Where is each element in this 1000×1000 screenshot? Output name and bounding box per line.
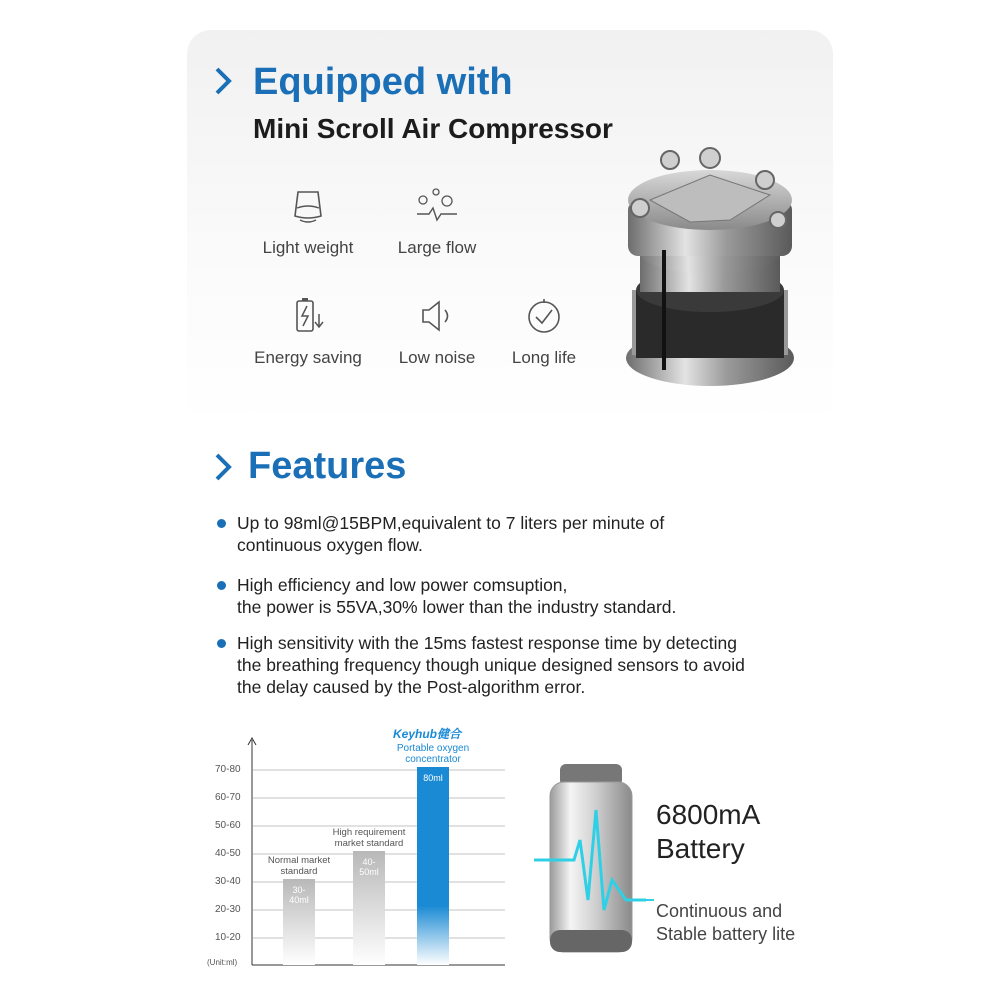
y-tick-label: 70-80 xyxy=(215,764,241,775)
chart-bar xyxy=(417,767,449,965)
chevron-right-icon xyxy=(214,66,232,96)
battery-subtitle xyxy=(656,900,795,946)
speaker-icon xyxy=(417,296,457,336)
y-tick-label: 10-20 xyxy=(215,932,241,943)
bar-caption-line: standard xyxy=(280,865,318,877)
feature-long-life xyxy=(484,296,604,368)
battery-energy-icon xyxy=(288,296,328,336)
list-item xyxy=(217,632,857,698)
list-item xyxy=(217,512,857,556)
battery-subtitle-line: Stable battery lite xyxy=(656,924,796,944)
section-subtitle-compressor: Mini Scroll Air Compressor xyxy=(253,113,613,144)
bullet-line: the power is 55VA,30% lower than the industry standard. xyxy=(237,597,677,617)
feature-label: Light weight xyxy=(262,238,354,257)
weight-icon xyxy=(288,186,328,226)
bullet-line: High efficiency and low power comsuption, xyxy=(237,575,568,595)
bar-caption-line: Normal market xyxy=(267,854,331,866)
bar-caption xyxy=(383,743,483,765)
chevron-right-icon xyxy=(214,452,232,482)
section-title-features: Features xyxy=(248,445,407,487)
bar-caption xyxy=(319,827,419,849)
feature-light-weight xyxy=(248,186,368,258)
bullet-line: the breathing frequency though unique designed sensors to avoid xyxy=(237,655,745,675)
bar-value-label: 80ml xyxy=(423,773,443,784)
keyhub-logo: Keyhub健合 xyxy=(393,727,462,742)
y-axis-unit: (Unit:ml) xyxy=(207,958,238,967)
y-tick-label: 40-50 xyxy=(215,848,241,859)
battery-title-line: Battery xyxy=(656,833,745,864)
scroll-compressor-image xyxy=(610,140,810,400)
oxygen-flow-icon xyxy=(415,186,459,226)
feature-label: Low noise xyxy=(398,348,476,367)
bar-value-label: 40-50ml xyxy=(359,856,379,877)
feature-large-flow xyxy=(377,186,497,258)
y-tick-label: 20-30 xyxy=(215,904,241,915)
bullet-line: High sensitivity with the 15ms fastest response time by detecting xyxy=(237,633,737,653)
y-tick-label: 30-40 xyxy=(215,876,241,887)
y-tick-label: 60-70 xyxy=(215,792,241,803)
features-list xyxy=(217,512,857,712)
battery-title-line: 6800mA xyxy=(656,799,761,830)
bullet-line: continuous oxygen flow. xyxy=(237,535,423,555)
bar-caption xyxy=(249,855,349,877)
bar-value-label: 30-40ml xyxy=(289,884,309,905)
feature-energy-saving xyxy=(248,296,368,368)
bar-caption-line: market standard xyxy=(334,837,404,849)
list-item xyxy=(217,574,857,618)
battery-subtitle-line: Continuous and xyxy=(656,901,783,921)
feature-label: Large flow xyxy=(397,238,477,257)
bullet-line: Up to 98ml@15BPM,equivalent to 7 liters per minute of xyxy=(237,513,665,533)
y-tick-label: 50-60 xyxy=(215,820,241,831)
feature-label: Long life xyxy=(511,348,577,367)
flow-comparison-chart xyxy=(205,720,505,980)
bar-caption-line: Portable oxygen xyxy=(396,743,470,755)
feature-label: Energy saving xyxy=(254,348,362,367)
battery-connector-line xyxy=(626,897,656,907)
feature-low-noise xyxy=(377,296,497,368)
section-title-equipped: Equipped with xyxy=(253,61,513,103)
bullet-dot-icon xyxy=(217,639,226,648)
bar-caption-line: concentrator xyxy=(405,754,461,766)
bullet-dot-icon xyxy=(217,581,226,590)
clock-check-icon xyxy=(524,296,564,336)
bar-caption-line: High requirement xyxy=(332,826,406,838)
battery-illustration xyxy=(530,760,650,960)
bullet-line: the delay caused by the Post-algorithm error. xyxy=(237,677,586,697)
battery-title xyxy=(656,798,760,866)
bullet-dot-icon xyxy=(217,519,226,528)
